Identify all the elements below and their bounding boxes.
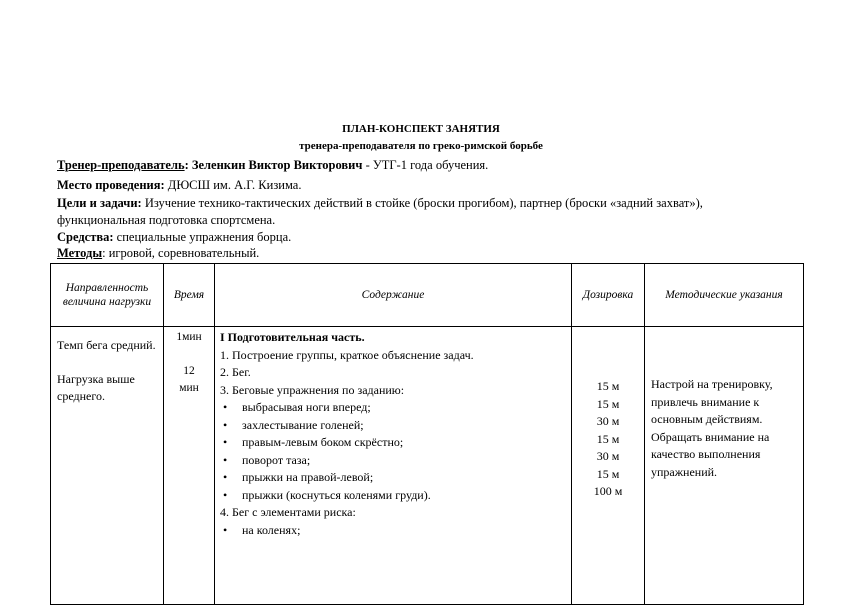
means-label: Средства: [57, 230, 114, 244]
page-title: ПЛАН-КОНСПЕКТ ЗАНЯТИЯ [342, 123, 500, 135]
content-item: 3. Беговые упражнения по заданию: [220, 382, 405, 397]
table-row [51, 327, 804, 605]
header-dosage: Дозировка [572, 264, 645, 327]
means-value: специальные упражнения борца. [113, 230, 292, 244]
dosage-cell [572, 327, 645, 605]
place-label: Место проведения: [57, 178, 165, 192]
section-title: I Подготовительная часть. [220, 330, 365, 344]
trainer-name: Зеленкин Виктор Викторович [191, 158, 363, 172]
methods-value: : игровой, соревновательный. [102, 246, 260, 260]
time-2: 12 [183, 365, 195, 377]
trainer-group: - УТГ-1 года обучения. [362, 158, 489, 172]
time-cell [164, 327, 215, 605]
exercise-list [220, 399, 567, 504]
trainer-line: Тренер-преподаватель: Зеленкин Виктор Викторович - УТГ-1 года обучения. [57, 158, 489, 172]
dosage-value: 15 м [596, 431, 620, 446]
list-item: • на коленях; [220, 522, 567, 540]
trainer-label: Тренер-преподаватель [57, 158, 185, 172]
list-item: • прыжки (коснуться коленями груди). [220, 487, 567, 505]
dosage-value: 30 м [596, 414, 620, 428]
time-1: 1мин [176, 331, 202, 343]
list-item: • поворот таза; [220, 452, 567, 470]
content-item: 2. Бег. [220, 365, 251, 379]
direction-load: Нагрузка выше среднего. [57, 372, 135, 403]
time-3: мин [179, 382, 199, 394]
header-direction: Направленность величина нагрузки [51, 264, 164, 327]
content-cell [215, 327, 572, 605]
dosage-value: 30 м [596, 449, 620, 463]
content-item: 1. Построение группы, краткое объяснение задач. [220, 347, 474, 362]
goals-line [57, 195, 703, 211]
direction-tempo: Темп бега средний. [57, 338, 156, 352]
content-item: 4. Бег с элементами риска: [220, 505, 356, 519]
dosage-value: 15 м [596, 396, 620, 411]
methods-line [57, 245, 259, 261]
list-item: • выбрасывая ноги вперед; [220, 399, 567, 417]
table-header-row [51, 264, 804, 327]
place-value: ДЮСШ им. А.Г. Кизима. [164, 178, 302, 192]
page-subtitle: тренера-преподавателя по греко-римской борьбе [299, 140, 543, 152]
header-time: Время [164, 264, 215, 327]
header-notes: Методические указания [645, 264, 804, 327]
notes-cell: Настрой на тренировку, привлечь внимание к основным действиям. Обращать внимание на качество выполнения упражнений. [645, 327, 804, 605]
list-item: • правым-левым боком скрёстно; [220, 434, 567, 452]
place-line [57, 177, 301, 193]
dosage-value: 15 м [596, 379, 620, 393]
exercise-list-2 [220, 522, 567, 540]
header-content: Содержание [215, 264, 572, 327]
dosage-value: 100 м [593, 484, 623, 498]
direction-cell [51, 327, 164, 605]
list-item: • прыжки на правой-левой; [220, 469, 567, 487]
goals-value: Изучение технико-тактических действий в стойке (броски прогибом), партнер (броски «задний захват»), [141, 196, 703, 210]
list-item: • захлестывание голеней; [220, 417, 567, 435]
means-line [57, 229, 291, 245]
methods-label: Методы [57, 246, 103, 260]
lesson-plan-table [50, 263, 804, 605]
dosage-value: 15 м [596, 466, 620, 481]
goals-label: Цели и задачи: [57, 196, 142, 210]
goals-line-2: функциональная подготовка спортсмена. [57, 213, 276, 227]
